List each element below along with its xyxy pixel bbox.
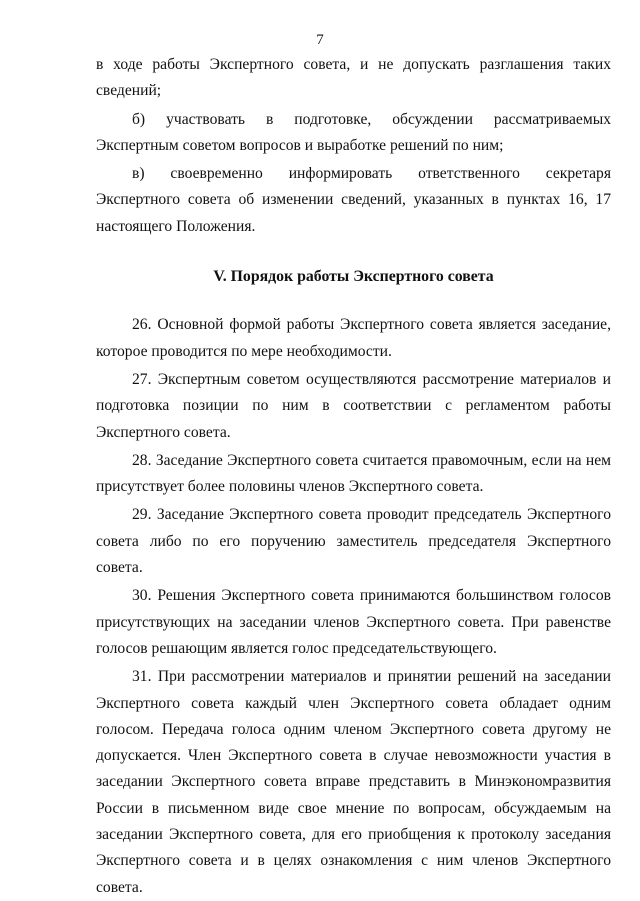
paragraph-continuation: в ходе работы Экспертного совета, и не допускать разглашения таких сведений; xyxy=(96,56,611,100)
paragraph-27: 27. Экспертным советом осуществляются рассмотрение материалов и подготовка позиции по ним в соответствии с регламентом работы Экспертного совета. xyxy=(96,370,611,441)
paragraph-31: 31. При рассмотрении материалов и принятии решений на заседании Экспертного совета каждый член Экспертного совета обладает одним голосом. Передача голоса одним членом Экспертного совета другому не допускается. Член Экспертного совета в случае невозможности участия в заседании Экспертного совета вправе представить в Минэкономразвития России в письменном виде свое мнение по вопросам, обсуждаемым на заседании Экспертного совета, для его приобщения к протоколу заседания Экспертного совета и в целях ознакомления с ним членов Экспертного совета. xyxy=(96,668,611,896)
paragraph-item-v: в) своевременно информировать ответственного секретаря Экспертного совета об изменении сведений, указанных в пунктах 16, 17 настоящего Положения. xyxy=(96,165,611,235)
paragraph-item-b: б) участвовать в подготовке, обсуждении рассматриваемых Экспертным советом вопросов и выработке решений по ним; xyxy=(96,110,611,154)
section-heading: V. Порядок работы Экспертного совета xyxy=(213,268,494,286)
paragraph-30: 30. Решения Экспертного совета принимаются большинством голосов присутствующих на заседании членов Экспертного совета. При равенстве голосов решающим является голос председательствующего. xyxy=(96,587,611,657)
document-body xyxy=(96,52,611,901)
paragraph-26: 26. Основной формой работы Экспертного совета является заседание, которое проводится по мере необходимости. xyxy=(96,316,611,360)
paragraph-28: 28. Заседание Экспертного совета считается правомочным, если на нем присутствует более половины членов Экспертного совета. xyxy=(96,451,611,496)
page-number: 7 xyxy=(316,32,324,48)
paragraph-29: 29. Заседание Экспертного совета проводит председатель Экспертного совета либо по его поручению заместитель председателя Экспертного совета. xyxy=(96,506,611,577)
